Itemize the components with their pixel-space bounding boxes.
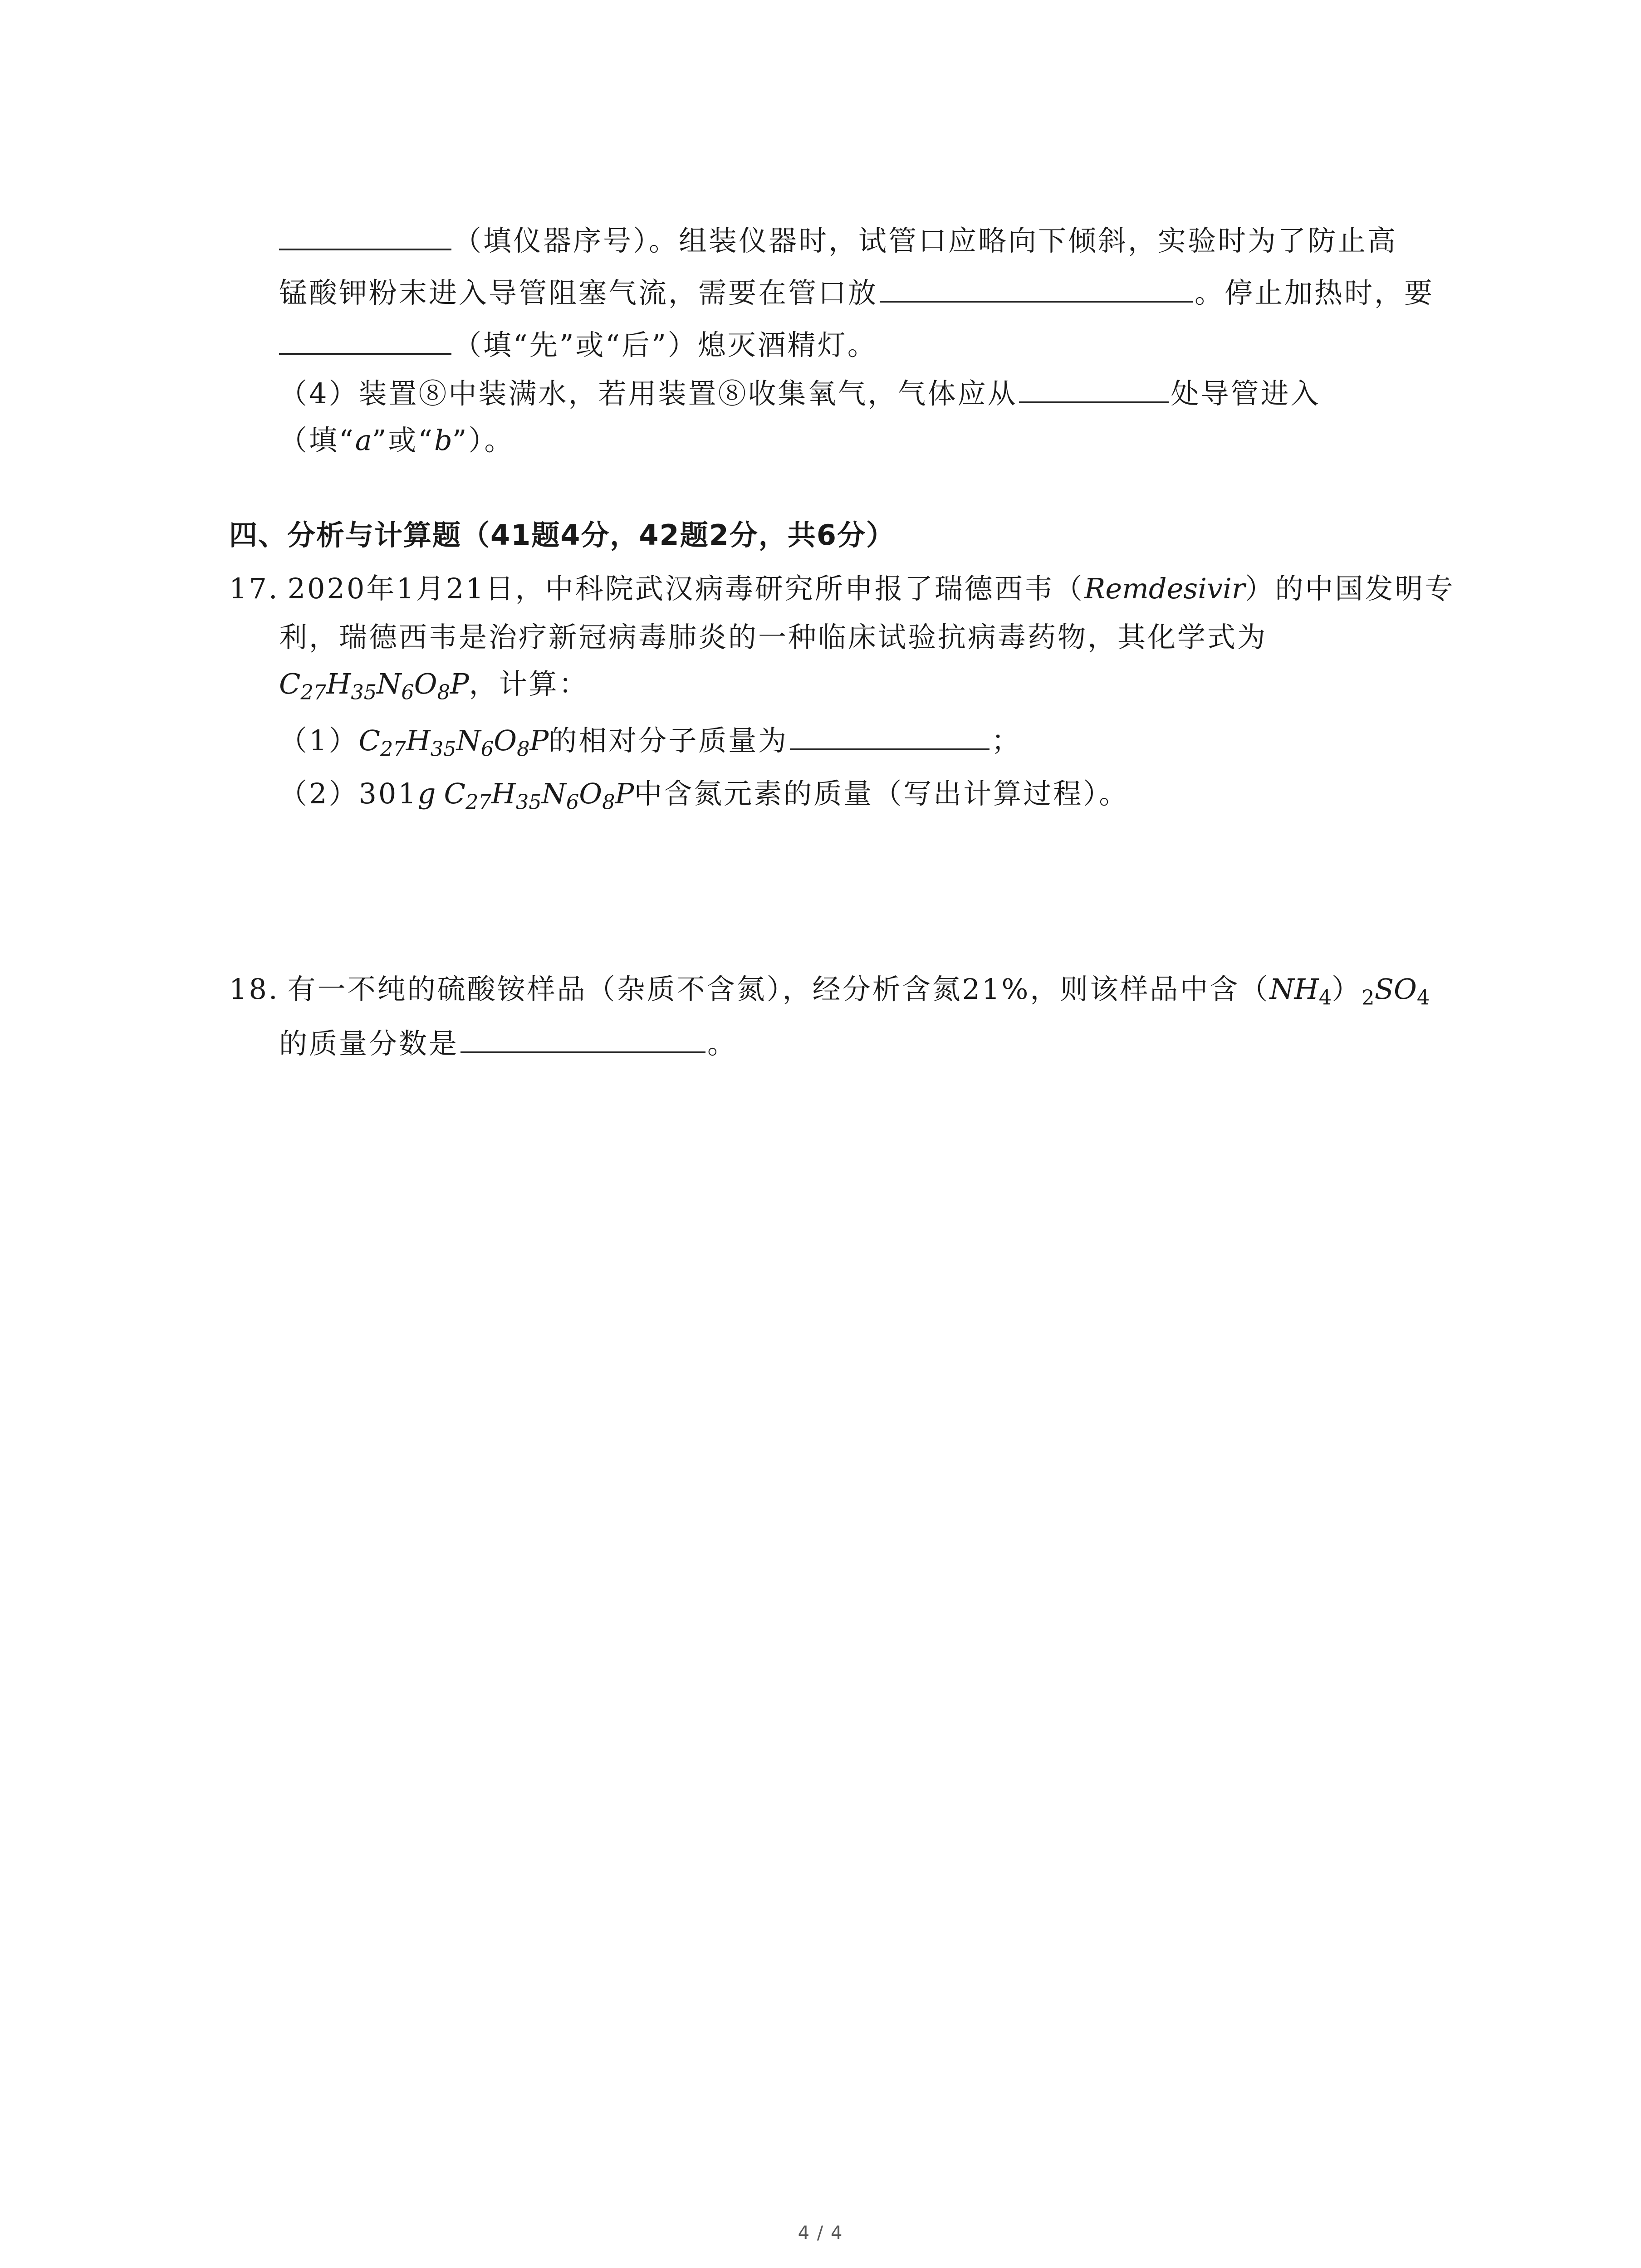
q17-line-2: 利，瑞德西韦是治疗新冠病毒肺炎的一种临床试验抗病毒药物，其化学式为 [279,621,1268,654]
question-number: 17. [229,572,279,605]
q18-line-2: 的质量分数是 。 [279,1023,737,1064]
answer-blank[interactable] [460,1023,705,1053]
answer-blank[interactable] [279,325,451,355]
answer-blank[interactable] [880,273,1193,303]
q17-part-2: （2）301g $C_{27}H_{35}N_6O_8P$中含氮元素的质量（写出计算过程）。 [279,777,1129,814]
q17-line-3: $C_{27}H_{35}N_6O_8P$，计算： [279,667,589,704]
answer-blank[interactable] [279,220,451,250]
q16-part-4-line-2: （填“a”或“b”）。 [279,424,514,457]
q16-line-1: （填仪器序号）。组装仪器时，试管口应略向下倾斜，实验时为了防止高 [279,220,1397,261]
chemical-formula: $C_{27}H_{35}N_6O_8P$ [279,667,469,704]
answer-blank[interactable] [1019,373,1169,403]
q17-line-1: 17. 2020年1月21日，中科院武汉病毒研究所申报了瑞德西韦（Remdesivir）的中国发明专 [229,572,1455,605]
page-number: 4 / 4 [798,2223,843,2244]
q17-part-1: $(1)C_{27}H_{35}N_6O_8P$的相对分子质量为 ； [279,720,1021,761]
question-number: 18. [229,973,279,1006]
section-heading: 四、分析与计算题（41题4分，42题2分，共6分） [229,518,895,552]
answer-blank[interactable] [790,720,989,750]
q16-line-3: （填“先”或“后”）熄灭酒精灯。 [279,325,877,366]
q16-part-4: （4）装置⑧中装满水，若用装置⑧收集氧气，气体应从 处导管进入 [279,373,1320,414]
q16-line-2: 锰酸钾粉末进入导管阻塞气流，需要在管口放 。停止加热时，要 [279,273,1434,313]
chemical-formula: $C_{27}H_{35}N_6O_8P$ [444,777,634,814]
q18-line-1: 18. 有一不纯的硫酸铵样品（杂质不含氮），经分析含氮21%，则该样品中含$(NH_4)_2SO_4$ [229,973,1430,1010]
chemical-formula: $C_{27}H_{35}N_6O_8P$ [358,724,549,761]
